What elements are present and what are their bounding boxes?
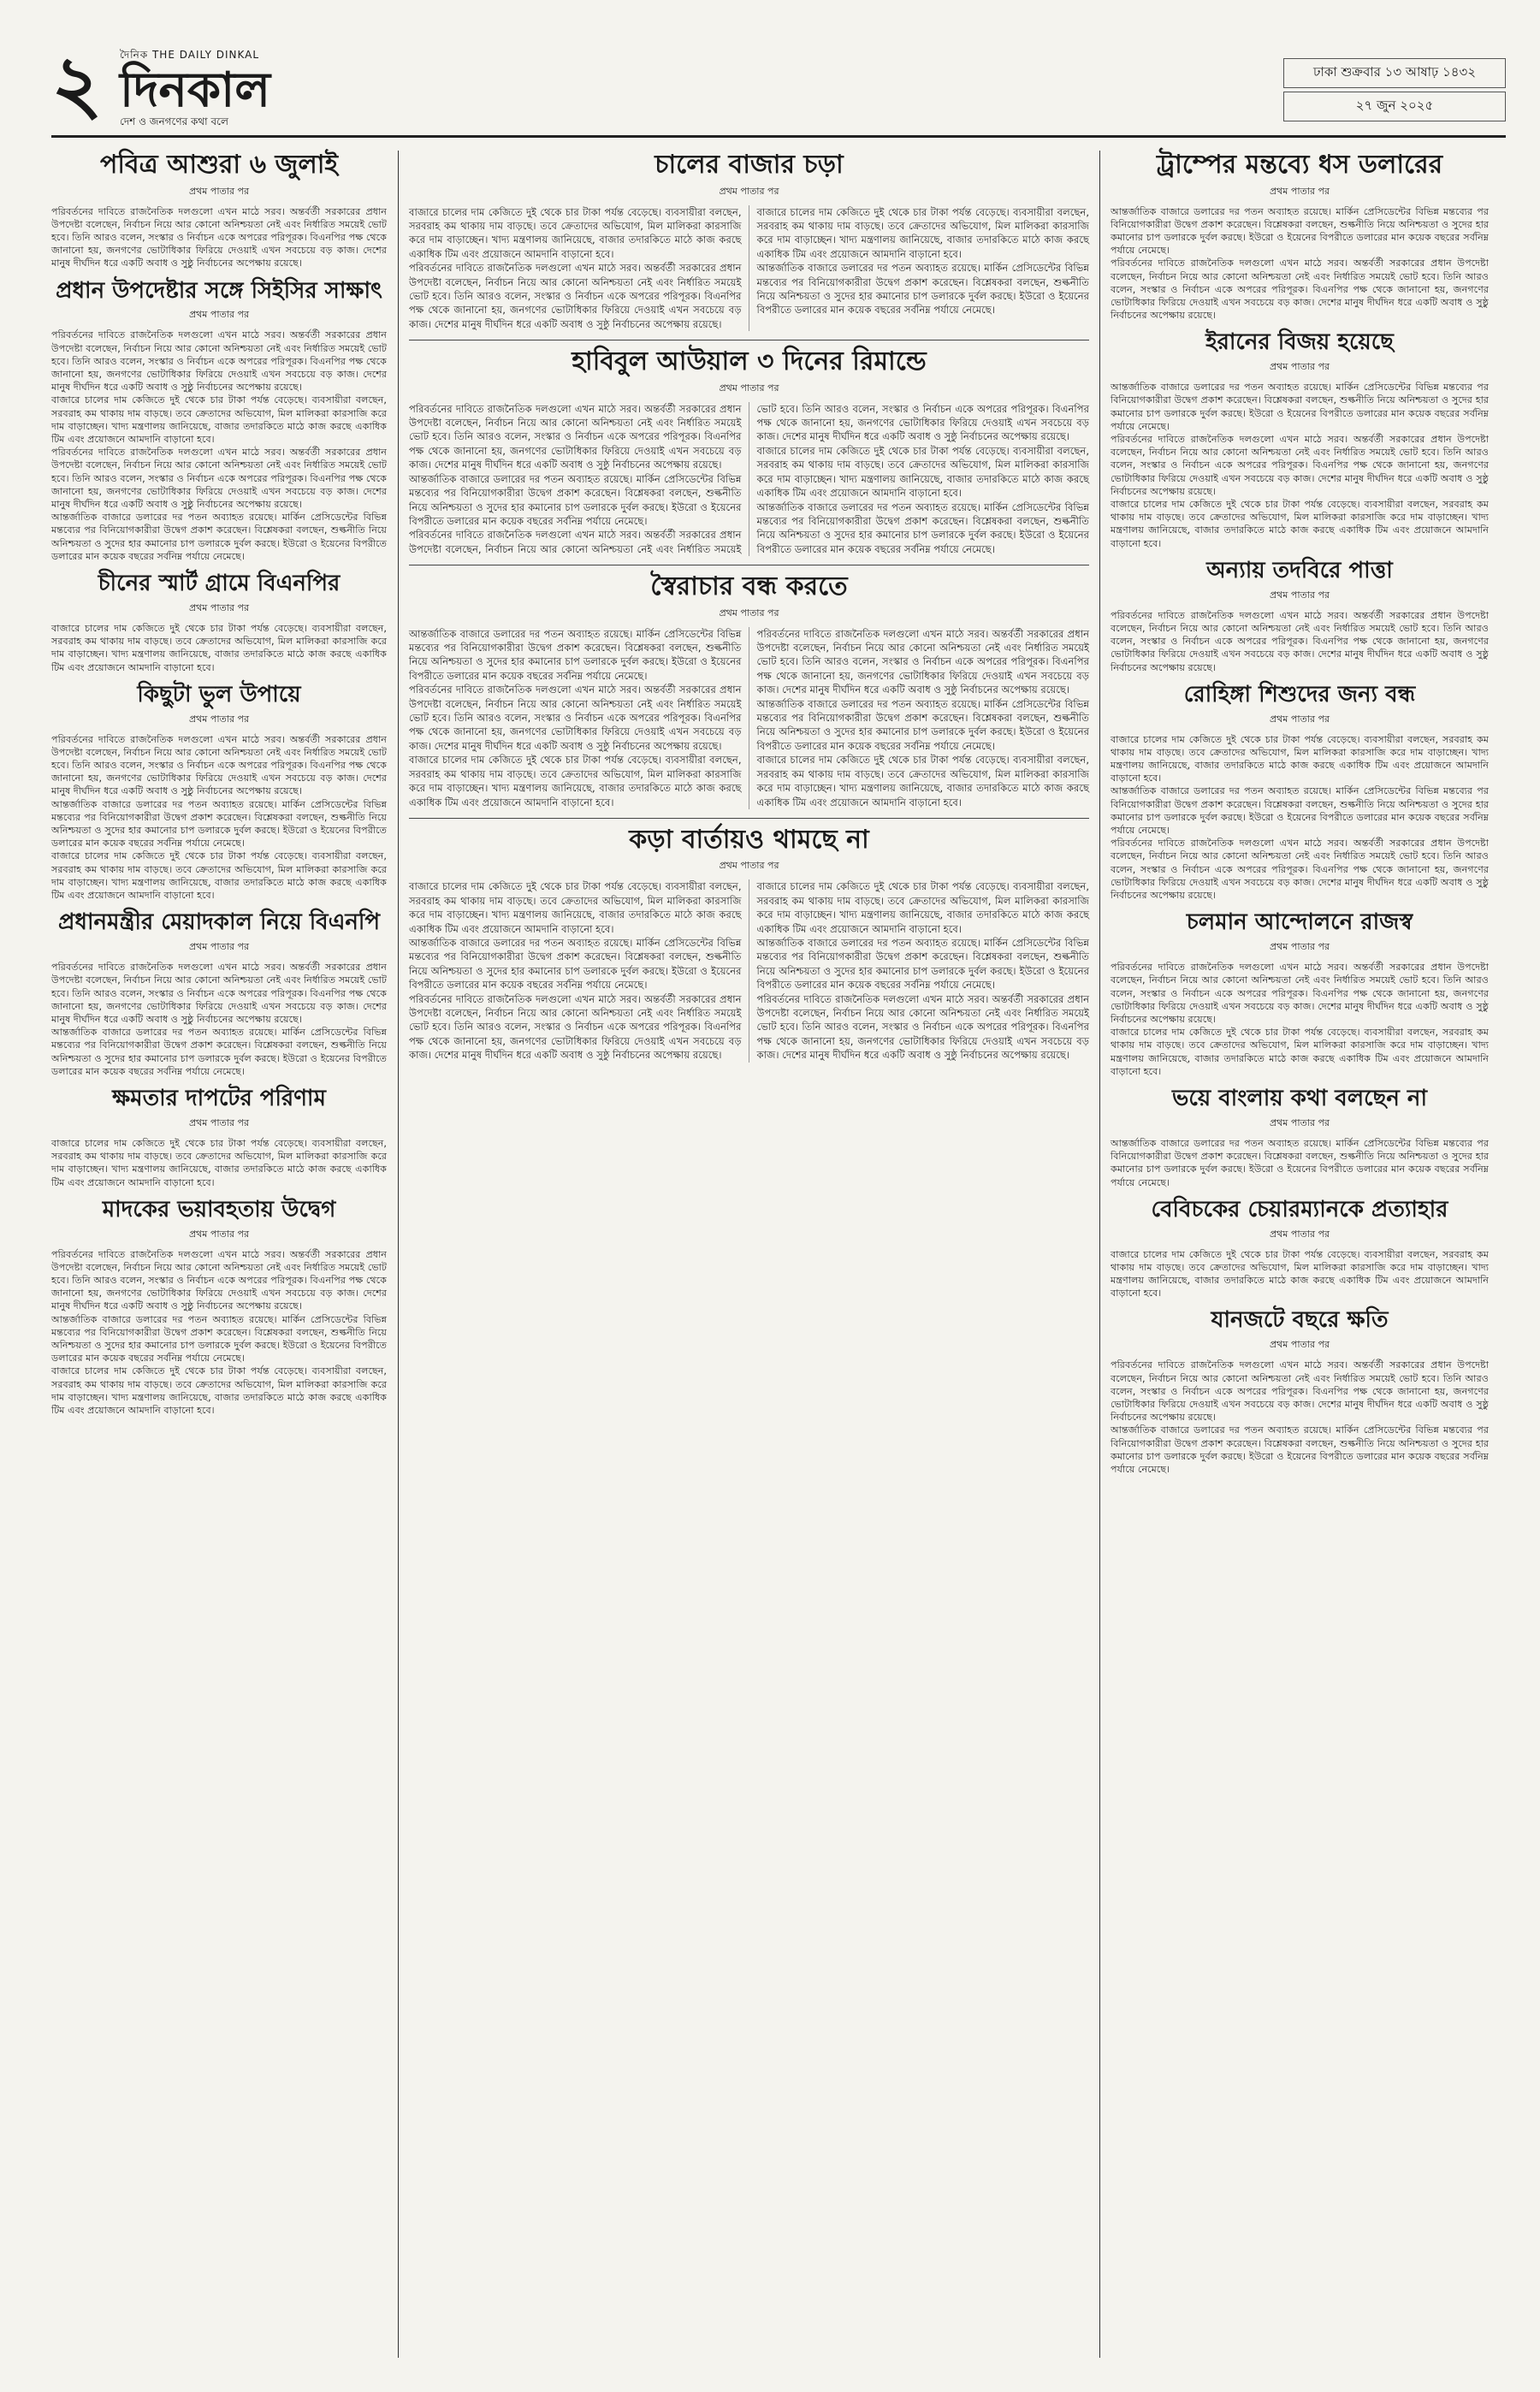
headline: চালের বাজার চড়া bbox=[654, 150, 844, 180]
article bbox=[51, 683, 387, 903]
article-body: পরিবর্তনের দাবিতে রাজনৈতিক দলগুলো এখন মাঠে সরব। অন্তর্বর্তী সরকারের প্রধান উপদেষ্টা বলেছেন, নির্বাচন নিয়ে আর কোনো অনিশ্চয়তা নেই এবং নির্ধারিত সময়েই ভোট হবে। তিনি আরও বলেন, সংস্কার ও নির্বাচন একে অপরের পরিপূরক। বিএনপির পক্ষ থেকে জানানো হয়, জনগণের ভোটাধিকার ফিরিয়ে দেওয়াই এখন সবচেয়ে বড় কাজ। দেশের মানুষ দীর্ঘদিন ধরে একটি অবাধ ও সুষ্ঠু নির্বাচনের অপেক্ষায় রয়েছে। bbox=[1111, 609, 1489, 673]
headline: কিছুটা ভুল উপায়ে bbox=[137, 681, 301, 708]
article-body: বাজারে চালের দাম কেজিতে দুই থেকে চার টাকা পর্যন্ত বেড়েছে। ব্যবসায়ীরা বলছেন, সরবরাহ কম থাকায় দাম বাড়ছে। তবে ক্রেতাদের অভিযোগ, মিল মালিকরা কারসাজি করে দাম বাড়াচ্ছেন। খাদ্য মন্ত্রণালয় জানিয়েছে, বাজার তদারকিতে মাঠে কাজ করছে একাধিক টিম এবং প্রয়োজনে আমদানি বাড়ানো হবে। bbox=[51, 1365, 387, 1417]
article-body: আন্তর্জাতিক বাজারে ডলারের দর পতন অব্যাহত রয়েছে। মার্কিন প্রেসিডেন্টের বিভিন্ন মন্তব্যের পর বিনিয়োগকারীরা উদ্বেগ প্রকাশ করেছেন। বিশ্লেষকরা বলছেন, শুল্কনীতি নিয়ে অনিশ্চয়তা ও সুদের হার কমানোর চাপ ডলারকে দুর্বল করছে। ইউরো ও ইয়েনের বিপরীতে ডলারের মান কয়েক বছরের সর্বনিম্ন পর্যায়ে নেমেছে। bbox=[51, 1027, 387, 1077]
article-body: বাজারে চালের দাম কেজিতে দুই থেকে চার টাকা পর্যন্ত বেড়েছে। ব্যবসায়ীরা বলছেন, সরবরাহ কম থাকায় দাম বাড়ছে। তবে ক্রেতাদের অভিযোগ, মিল মালিকরা কারসাজি করে দাম বাড়াচ্ছেন। খাদ্য মন্ত্রণালয় জানিয়েছে, বাজার তদারকিতে মাঠে কাজ করছে একাধিক টিম এবং প্রয়োজনে আমদানি বাড়ানো হবে। bbox=[756, 754, 1089, 808]
headline: প্রধানমন্ত্রীর মেয়াদকাল নিয়ে বিএনপি bbox=[57, 909, 381, 936]
tagline: দেশ ও জনগণের কথা বলে bbox=[120, 115, 228, 127]
jump-line: প্রথম পাতার পর bbox=[1269, 713, 1330, 725]
article bbox=[409, 572, 1089, 809]
article-body: আন্তর্জাতিক বাজারে ডলারের দর পতন অব্যাহত রয়েছে। মার্কিন প্রেসিডেন্টের বিভিন্ন মন্তব্যের পর বিনিয়োগকারীরা উদ্বেগ প্রকাশ করেছেন। বিশ্লেষকরা বলছেন, শুল্কনীতি নিয়ে অনিশ্চয়তা ও সুদের হার কমানোর চাপ ডলারকে দুর্বল করছে। ইউরো ও ইয়েনের বিপরীতে ডলারের মান কয়েক বছরের সর্বনিম্ন পর্যায়ে নেমেছে। bbox=[409, 472, 742, 527]
article-body: পরিবর্তনের দাবিতে রাজনৈতিক দলগুলো এখন মাঠে সরব। অন্তর্বর্তী সরকারের প্রধান উপদেষ্টা বলেছেন, নির্বাচন নিয়ে আর কোনো অনিশ্চয়তা নেই এবং নির্ধারিত সময়েই ভোট হবে। তিনি আরও বলেন, সংস্কার ও নির্বাচন একে অপরের পরিপূরক। বিএনপির পক্ষ থেকে জানানো হয়, জনগণের ভোটাধিকার ফিরিয়ে দেওয়াই এখন সবচেয়ে বড় কাজ। দেশের মানুষ দীর্ঘদিন ধরে একটি অবাধ ও সুষ্ঠু নির্বাচনের অপেক্ষায় রয়েছে। bbox=[1111, 838, 1489, 902]
article bbox=[1111, 151, 1489, 322]
headline: মাদকের ভয়াবহতায় উদ্বেগ bbox=[102, 1196, 336, 1223]
article-body: বাজারে চালের দাম কেজিতে দুই থেকে চার টাকা পর্যন্ত বেড়েছে। ব্যবসায়ীরা বলছেন, সরবরাহ কম থাকায় দাম বাড়ছে। তবে ক্রেতাদের অভিযোগ, মিল মালিকরা কারসাজি করে দাম বাড়াচ্ছেন। খাদ্য মন্ত্রণালয় জানিয়েছে, বাজার তদারকিতে মাঠে কাজ করছে একাধিক টিম এবং প্রয়োজনে আমদানি বাড়ানো হবে। bbox=[409, 754, 742, 808]
article-body: পরিবর্তনের দাবিতে রাজনৈতিক দলগুলো এখন মাঠে সরব। অন্তর্বর্তী সরকারের প্রধান উপদেষ্টা বলেছেন, নির্বাচন নিয়ে আর কোনো অনিশ্চয়তা নেই এবং নির্ধারিত সময়েই ভোট হবে। তিনি আরও বলেন, সংস্কার ও নির্বাচন একে অপরের পরিপূরক। বিএনপির পক্ষ থেকে জানানো হয়, জনগণের ভোটাধিকার ফিরিয়ে দেওয়াই এখন সবচেয়ে বড় কাজ। দেশের মানুষ দীর্ঘদিন ধরে একটি অবাধ ও সুষ্ঠু নির্বাচনের অপেক্ষায় রয়েছে। bbox=[756, 992, 1089, 1062]
jump-line: প্রথম পাতার পর bbox=[719, 860, 779, 872]
headline: ইরানের বিজয় হয়েছে bbox=[1205, 329, 1394, 356]
newspaper-logo: দিনকাল bbox=[120, 62, 271, 118]
article bbox=[51, 1198, 387, 1418]
article-body: আন্তর্জাতিক বাজারে ডলারের দর পতন অব্যাহত রয়েছে। মার্কিন প্রেসিডেন্টের বিভিন্ন মন্তব্যের পর বিনিয়োগকারীরা উদ্বেগ প্রকাশ করেছেন। বিশ্লেষকরা বলছেন, শুল্কনীতি নিয়ে অনিশ্চয়তা ও সুদের হার কমানোর চাপ ডলারকে দুর্বল করছে। ইউরো ও ইয়েনের বিপরীতে ডলারের মান কয়েক বছরের সর্বনিম্ন পর্যায়ে নেমেছে। bbox=[756, 937, 1089, 992]
left-column bbox=[51, 151, 387, 1425]
article bbox=[51, 279, 387, 564]
article-body: পরিবর্তনের দাবিতে রাজনৈতিক দলগুলো এখন মাঠে সরব। অন্তর্বর্তী সরকারের প্রধান উপদেষ্টা বলেছেন, নির্বাচন নিয়ে আর কোনো অনিশ্চয়তা নেই এবং নির্ধারিত সময়েই ভোট হবে। তিনি আরও বলেন, সংস্কার ও নির্বাচন একে অপরের পরিপূরক। বিএনপির পক্ষ থেকে জানানো হয়, জনগণের ভোটাধিকার ফিরিয়ে দেওয়াই এখন সবচেয়ে বড় কাজ। দেশের মানুষ দীর্ঘদিন ধরে একটি অবাধ ও সুষ্ঠু নির্বাচনের অপেক্ষায় রয়েছে। bbox=[51, 205, 387, 269]
jump-line: প্রথম পাতার পর bbox=[1269, 1116, 1330, 1128]
article-body: বাজারে চালের দাম কেজিতে দুই থেকে চার টাকা পর্যন্ত বেড়েছে। ব্যবসায়ীরা বলছেন, সরবরাহ কম থাকায় দাম বাড়ছে। তবে ক্রেতাদের অভিযোগ, মিল মালিকরা কারসাজি করে দাম বাড়াচ্ছেন। খাদ্য মন্ত্রণালয় জানিয়েছে, বাজার তদারকিতে মাঠে কাজ করছে একাধিক টিম এবং প্রয়োজনে আমদানি বাড়ানো হবে। bbox=[409, 880, 742, 935]
column-rule bbox=[1099, 151, 1100, 2358]
headline: কড়া বার্তায়ও থামছে না bbox=[629, 824, 869, 855]
jump-line: প্রথম পাতার পর bbox=[1269, 361, 1330, 373]
article-body: পরিবর্তনের দাবিতে রাজনৈতিক দলগুলো এখন মাঠে সরব। অন্তর্বর্তী সরকারের প্রধান উপদেষ্টা বলেছেন, নির্বাচন নিয়ে আর কোনো অনিশ্চয়তা নেই এবং নির্ধারিত সময়েই ভোট হবে। তিনি আরও বলেন, সংস্কার ও নির্বাচন একে অপরের পরিপূরক। বিএনপির পক্ষ থেকে জানানো হয়, জনগণের ভোটাধিকার ফিরিয়ে দেওয়াই এখন সবচেয়ে বড় কাজ। দেশের মানুষ দীর্ঘদিন ধরে একটি অবাধ ও সুষ্ঠু নির্বাচনের অপেক্ষায় রয়েছে। bbox=[1111, 1359, 1489, 1424]
page-number: ২ bbox=[51, 38, 103, 130]
article-body: আন্তর্জাতিক বাজারে ডলারের দর পতন অব্যাহত রয়েছে। মার্কিন প্রেসিডেন্টের বিভিন্ন মন্তব্যের পর বিনিয়োগকারীরা উদ্বেগ প্রকাশ করেছেন। বিশ্লেষকরা বলছেন, শুল্কনীতি নিয়ে অনিশ্চয়তা ও সুদের হার কমানোর চাপ ডলারকে দুর্বল করছে। ইউরো ও ইয়েনের বিপরীতে ডলারের মান কয়েক বছরের সর্বনিম্ন পর্যায়ে নেমেছে। bbox=[1111, 1137, 1489, 1188]
jump-line: প্রথম পাতার পর bbox=[1269, 941, 1330, 953]
article-body: পরিবর্তনের দাবিতে রাজনৈতিক দলগুলো এখন মাঠে সরব। অন্তর্বর্তী সরকারের প্রধান উপদেষ্টা বলেছেন, নির্বাচন নিয়ে আর কোনো অনিশ্চয়তা নেই এবং নির্ধারিত সময়েই ভোট হবে। তিনি আরও বলেন, সংস্কার ও নির্বাচন একে অপরের পরিপূরক। বিএনপির পক্ষ থেকে জানানো হয়, জনগণের ভোটাধিকার ফিরিয়ে দেওয়াই এখন সবচেয়ে বড় কাজ। দেশের মানুষ দীর্ঘদিন ধরে একটি অবাধ ও সুষ্ঠু নির্বাচনের অপেক্ষায় রয়েছে। bbox=[51, 447, 387, 511]
brand-small-title: দৈনিক THE DAILY DINKAL bbox=[120, 49, 260, 61]
jump-line: প্রথম পাতার পর bbox=[188, 941, 250, 953]
article bbox=[1111, 1086, 1489, 1189]
article-body: বাজারে চালের দাম কেজিতে দুই থেকে চার টাকা পর্যন্ত বেড়েছে। ব্যবসায়ীরা বলছেন, সরবরাহ কম থাকায় দাম বাড়ছে। তবে ক্রেতাদের অভিযোগ, মিল মালিকরা কারসাজি করে দাম বাড়াচ্ছেন। খাদ্য মন্ত্রণালয় জানিয়েছে, বাজার তদারকিতে মাঠে কাজ করছে একাধিক টিম এবং প্রয়োজনে আমদানি বাড়ানো হবে। bbox=[51, 850, 387, 902]
jump-line: প্রথম পাতার পর bbox=[188, 601, 250, 613]
article-body: পরিবর্তনের দাবিতে রাজনৈতিক দলগুলো এখন মাঠে সরব। অন্তর্বর্তী সরকারের প্রধান উপদেষ্টা বলেছেন, নির্বাচন নিয়ে আর কোনো অনিশ্চয়তা নেই এবং নির্ধারিত সময়েই ভোট হবে। তিনি আরও বলেন, সংস্কার ও নির্বাচন একে অপরের পরিপূরক। বিএনপির পক্ষ থেকে জানানো হয়, জনগণের ভোটাধিকার ফিরিয়ে দেওয়াই এখন সবচেয়ে বড় কাজ। দেশের মানুষ দীর্ঘদিন ধরে একটি অবাধ ও সুষ্ঠু নির্বাচনের অপেক্ষায় রয়েছে। bbox=[409, 684, 742, 752]
article-body: আন্তর্জাতিক বাজারে ডলারের দর পতন অব্যাহত রয়েছে। মার্কিন প্রেসিডেন্টের বিভিন্ন মন্তব্যের পর বিনিয়োগকারীরা উদ্বেগ প্রকাশ করেছেন। বিশ্লেষকরা বলছেন, শুল্কনীতি নিয়ে অনিশ্চয়তা ও সুদের হার কমানোর চাপ ডলারকে দুর্বল করছে। ইউরো ও ইয়েনের বিপরীতে ডলারের মান কয়েক বছরের সর্বনিম্ন পর্যায়ে নেমেছে। bbox=[1111, 785, 1489, 837]
article-body: বাজারে চালের দাম কেজিতে দুই থেকে চার টাকা পর্যন্ত বেড়েছে। ব্যবসায়ীরা বলছেন, সরবরাহ কম থাকায় দাম বাড়ছে। তবে ক্রেতাদের অভিযোগ, মিল মালিকরা কারসাজি করে দাম বাড়াচ্ছেন। খাদ্য মন্ত্রণালয় জানিয়েছে, বাজার তদারকিতে মাঠে কাজ করছে একাধিক টিম এবং প্রয়োজনে আমদানি বাড়ানো হবে। bbox=[409, 205, 742, 260]
article-body: আন্তর্জাতিক বাজারে ডলারের দর পতন অব্যাহত রয়েছে। মার্কিন প্রেসিডেন্টের বিভিন্ন মন্তব্যের পর বিনিয়োগকারীরা উদ্বেগ প্রকাশ করেছেন। বিশ্লেষকরা বলছেন, শুল্কনীতি নিয়ে অনিশ্চয়তা ও সুদের হার কমানোর চাপ ডলারকে দুর্বল করছে। ইউরো ও ইয়েনের বিপরীতে ডলারের মান কয়েক বছরের সর্বনিম্ন পর্যায়ে নেমেছে। bbox=[409, 627, 742, 682]
article-body: বাজারে চালের দাম কেজিতে দুই থেকে চার টাকা পর্যন্ত বেড়েছে। ব্যবসায়ীরা বলছেন, সরবরাহ কম থাকায় দাম বাড়ছে। তবে ক্রেতাদের অভিযোগ, মিল মালিকরা কারসাজি করে দাম বাড়াচ্ছেন। খাদ্য মন্ত্রণালয় জানিয়েছে, বাজার তদারকিতে মাঠে কাজ করছে একাধিক টিম এবং প্রয়োজনে আমদানি বাড়ানো হবে। bbox=[756, 205, 1089, 260]
article-body: আন্তর্জাতিক বাজারে ডলারের দর পতন অব্যাহত রয়েছে। মার্কিন প্রেসিডেন্টের বিভিন্ন মন্তব্যের পর বিনিয়োগকারীরা উদ্বেগ প্রকাশ করেছেন। বিশ্লেষকরা বলছেন, শুল্কনীতি নিয়ে অনিশ্চয়তা ও সুদের হার কমানোর চাপ ডলারকে দুর্বল করছে। ইউরো ও ইয়েনের বিপরীতে ডলারের মান কয়েক বছরের সর্বনিম্ন পর্যায়ে নেমেছে। bbox=[51, 512, 387, 562]
article-body: বাজারে চালের দাম কেজিতে দুই থেকে চার টাকা পর্যন্ত বেড়েছে। ব্যবসায়ীরা বলছেন, সরবরাহ কম থাকায় দাম বাড়ছে। তবে ক্রেতাদের অভিযোগ, মিল মালিকরা কারসাজি করে দাম বাড়াচ্ছেন। খাদ্য মন্ত্রণালয় জানিয়েছে, বাজার তদারকিতে মাঠে কাজ করছে একাধিক টিম এবং প্রয়োজনে আমদানি বাড়ানো হবে। bbox=[51, 622, 387, 673]
headline: চলমান আন্দোলনে রাজস্ব bbox=[1186, 909, 1413, 936]
article bbox=[1111, 559, 1489, 674]
article-body: পরিবর্তনের দাবিতে রাজনৈতিক দলগুলো এখন মাঠে সরব। অন্তর্বর্তী সরকারের প্রধান উপদেষ্টা বলেছেন, নির্বাচন নিয়ে আর কোনো অনিশ্চয়তা নেই এবং নির্ধারিত সময়েই ভোট হবে। তিনি আরও বলেন, সংস্কার ও নির্বাচন একে অপরের পরিপূরক। বিএনপির পক্ষ থেকে জানানো হয়, জনগণের ভোটাধিকার ফিরিয়ে দেওয়াই এখন সবচেয়ে বড় কাজ। দেশের মানুষ দীর্ঘদিন ধরে একটি অবাধ ও সুষ্ঠু নির্বাচনের অপেক্ষায় রয়েছে। bbox=[409, 402, 742, 471]
column-rule bbox=[398, 151, 399, 2358]
jump-line: প্রথম পাতার পর bbox=[1269, 185, 1330, 197]
headline: প্রধান উপদেষ্টার সঙ্গে সিইসির সাক্ষাৎ bbox=[56, 277, 382, 304]
headline: রোহিঙ্গা শিশুদের জন্য বন্ধ bbox=[1183, 681, 1416, 708]
article-columns bbox=[409, 402, 1089, 556]
jump-line: প্রথম পাতার পর bbox=[1269, 589, 1330, 601]
article-body: পরিবর্তনের দাবিতে রাজনৈতিক দলগুলো এখন মাঠে সরব। অন্তর্বর্তী সরকারের প্রধান উপদেষ্টা বলেছেন, নির্বাচন নিয়ে আর কোনো অনিশ্চয়তা নেই এবং নির্ধারিত সময়েই ভোট হবে। তিনি আরও বলেন, সংস্কার ও নির্বাচন একে অপরের পরিপূরক। বিএনপির পক্ষ থেকে জানানো হয়, জনগণের ভোটাধিকার ফিরিয়ে দেওয়াই এখন সবচেয়ে বড় কাজ। দেশের মানুষ দীর্ঘদিন ধরে একটি অবাধ ও সুষ্ঠু নির্বাচনের অপেক্ষায় রয়েছে। bbox=[51, 329, 387, 394]
article-body: পরিবর্তনের দাবিতে রাজনৈতিক দলগুলো এখন মাঠে সরব। অন্তর্বর্তী সরকারের প্রধান উপদেষ্টা বলেছেন, নির্বাচন নিয়ে আর কোনো অনিশ্চয়তা নেই এবং নির্ধারিত সময়েই ভোট হবে। তিনি আরও বলেন, সংস্কার ও নির্বাচন একে অপরের পরিপূরক। বিএনপির পক্ষ থেকে জানানো হয়, জনগণের ভোটাধিকার ফিরিয়ে দেওয়াই এখন সবচেয়ে বড় কাজ। দেশের মানুষ দীর্ঘদিন ধরে একটি অবাধ ও সুষ্ঠু নির্বাচনের অপেক্ষায় রয়েছে। bbox=[51, 733, 387, 797]
article bbox=[1111, 1198, 1489, 1300]
jump-line: প্রথম পাতার পর bbox=[719, 607, 779, 619]
jump-line: প্রথম পাতার পর bbox=[188, 713, 250, 725]
jump-line: প্রথম পাতার পর bbox=[188, 185, 250, 197]
article-body: পরিবর্তনের দাবিতে রাজনৈতিক দলগুলো এখন মাঠে সরব। অন্তর্বর্তী সরকারের প্রধান উপদেষ্টা বলেছেন, নির্বাচন নিয়ে আর কোনো অনিশ্চয়তা নেই এবং নির্ধারিত সময়েই ভোট হবে। তিনি আরও বলেন, সংস্কার ও নির্বাচন একে অপরের পরিপূরক। বিএনপির পক্ষ থেকে জানানো হয়, জনগণের ভোটাধিকার ফিরিয়ে দেওয়াই এখন সবচেয়ে বড় কাজ। দেশের মানুষ দীর্ঘদিন ধরে একটি অবাধ ও সুষ্ঠু নির্বাচনের অপেক্ষায় রয়েছে। bbox=[756, 627, 1089, 696]
jump-line: প্রথম পাতার পর bbox=[1269, 1339, 1330, 1351]
brand-block bbox=[120, 48, 270, 132]
article bbox=[1111, 330, 1489, 550]
article-body: বাজারে চালের দাম কেজিতে দুই থেকে চার টাকা পর্যন্ত বেড়েছে। ব্যবসায়ীরা বলছেন, সরবরাহ কম থাকায় দাম বাড়ছে। তবে ক্রেতাদের অভিযোগ, মিল মালিকরা কারসাজি করে দাম বাড়াচ্ছেন। খাদ্য মন্ত্রণালয় জানিয়েছে, বাজার তদারকিতে মাঠে কাজ করছে একাধিক টিম এবং প্রয়োজনে আমদানি বাড়ানো হবে। bbox=[51, 1137, 387, 1188]
article bbox=[51, 910, 387, 1078]
article-body: আন্তর্জাতিক বাজারে ডলারের দর পতন অব্যাহত রয়েছে। মার্কিন প্রেসিডেন্টের বিভিন্ন মন্তব্যের পর বিনিয়োগকারীরা উদ্বেগ প্রকাশ করেছেন। বিশ্লেষকরা বলছেন, শুল্কনীতি নিয়ে অনিশ্চয়তা ও সুদের হার কমানোর চাপ ডলারকে দুর্বল করছে। ইউরো ও ইয়েনের বিপরীতে ডলারের মান কয়েক বছরের সর্বনিম্ন পর্যায়ে নেমেছে। bbox=[756, 500, 1089, 555]
article bbox=[1111, 1308, 1489, 1476]
jump-line: প্রথম পাতার পর bbox=[188, 1228, 250, 1240]
article-body: আন্তর্জাতিক বাজারে ডলারের দর পতন অব্যাহত রয়েছে। মার্কিন প্রেসিডেন্টের বিভিন্ন মন্তব্যের পর বিনিয়োগকারীরা উদ্বেগ প্রকাশ করেছেন। বিশ্লেষকরা বলছেন, শুল্কনীতি নিয়ে অনিশ্চয়তা ও সুদের হার কমানোর চাপ ডলারকে দুর্বল করছে। ইউরো ও ইয়েনের বিপরীতে ডলারের মান কয়েক বছরের সর্বনিম্ন পর্যায়ে নেমেছে। bbox=[756, 262, 1089, 317]
headline: যানজটে বছরে ক্ষতি bbox=[1211, 1307, 1389, 1334]
section-divider bbox=[409, 818, 1089, 819]
article bbox=[51, 151, 387, 270]
article-body: আন্তর্জাতিক বাজারে ডলারের দর পতন অব্যাহত রয়েছে। মার্কিন প্রেসিডেন্টের বিভিন্ন মন্তব্যের পর বিনিয়োগকারীরা উদ্বেগ প্রকাশ করেছেন। বিশ্লেষকরা বলছেন, শুল্কনীতি নিয়ে অনিশ্চয়তা ও সুদের হার কমানোর চাপ ডলারকে দুর্বল করছে। ইউরো ও ইয়েনের বিপরীতে ডলারের মান কয়েক বছরের সর্বনিম্ন পর্যায়ে নেমেছে। bbox=[756, 697, 1089, 752]
headline: ক্ষমতার দাপটের পরিণাম bbox=[112, 1086, 326, 1112]
article-columns bbox=[409, 879, 1089, 1062]
article-body: আন্তর্জাতিক বাজারে ডলারের দর পতন অব্যাহত রয়েছে। মার্কিন প্রেসিডেন্টের বিভিন্ন মন্তব্যের পর বিনিয়োগকারীরা উদ্বেগ প্রকাশ করেছেন। বিশ্লেষকরা বলছেন, শুল্কনীতি নিয়ে অনিশ্চয়তা ও সুদের হার কমানোর চাপ ডলারকে দুর্বল করছে। ইউরো ও ইয়েনের বিপরীতে ডলারের মান কয়েক বছরের সর্বনিম্ন পর্যায়ে নেমেছে। bbox=[1111, 205, 1489, 257]
article-body: পরিবর্তনের দাবিতে রাজনৈতিক দলগুলো এখন মাঠে সরব। অন্তর্বর্তী সরকারের প্রধান উপদেষ্টা বলেছেন, নির্বাচন নিয়ে আর কোনো অনিশ্চয়তা নেই এবং নির্ধারিত সময়েই ভোট হবে। তিনি আরও বলেন, সংস্কার ও নির্বাচন একে অপরের পরিপূরক। বিএনপির পক্ষ থেকে জানানো হয়, জনগণের ভোটাধিকার ফিরিয়ে দেওয়াই এখন সবচেয়ে বড় কাজ। দেশের মানুষ দীর্ঘদিন ধরে একটি অবাধ ও সুষ্ঠু নির্বাচনের অপেক্ষায় রয়েছে। bbox=[1111, 434, 1489, 497]
article-body: পরিবর্তনের দাবিতে রাজনৈতিক দলগুলো এখন মাঠে সরব। অন্তর্বর্তী সরকারের প্রধান উপদেষ্টা বলেছেন, নির্বাচন নিয়ে আর কোনো অনিশ্চয়তা নেই এবং নির্ধারিত সময়েই ভোট হবে। তিনি আরও বলেন, সংস্কার ও নির্বাচন একে অপরের পরিপূরক। বিএনপির পক্ষ থেকে জানানো হয়, জনগণের ভোটাধিকার ফিরিয়ে দেওয়াই এখন সবচেয়ে বড় কাজ। দেশের মানুষ দীর্ঘদিন ধরে একটি অবাধ ও সুষ্ঠু নির্বাচনের অপেক্ষায় রয়েছে। bbox=[409, 992, 742, 1062]
article-body: বাজারে চালের দাম কেজিতে দুই থেকে চার টাকা পর্যন্ত বেড়েছে। ব্যবসায়ীরা বলছেন, সরবরাহ কম থাকায় দাম বাড়ছে। তবে ক্রেতাদের অভিযোগ, মিল মালিকরা কারসাজি করে দাম বাড়াচ্ছেন। খাদ্য মন্ত্রণালয় জানিয়েছে, বাজার তদারকিতে মাঠে কাজ করছে একাধিক টিম এবং প্রয়োজনে আমদানি বাড়ানো হবে। bbox=[1111, 1248, 1489, 1300]
headline: চীনের স্মার্ট গ্রামে বিএনপির bbox=[98, 571, 341, 597]
center-column bbox=[409, 151, 1089, 1071]
headline: ট্রাম্পের মন্তব্যে ধস ডলারের bbox=[1156, 150, 1443, 180]
jump-line: প্রথম পাতার পর bbox=[188, 1116, 250, 1128]
article-body: বাজারে চালের দাম কেজিতে দুই থেকে চার টাকা পর্যন্ত বেড়েছে। ব্যবসায়ীরা বলছেন, সরবরাহ কম থাকায় দাম বাড়ছে। তবে ক্রেতাদের অভিযোগ, মিল মালিকরা কারসাজি করে দাম বাড়াচ্ছেন। খাদ্য মন্ত্রণালয় জানিয়েছে, বাজার তদারকিতে মাঠে কাজ করছে একাধিক টিম এবং প্রয়োজনে আমদানি বাড়ানো হবে। bbox=[51, 394, 387, 446]
date-english: ২৭ জুন ২০২৫ bbox=[1283, 92, 1506, 121]
article-columns bbox=[409, 205, 1089, 332]
headline: হাবিবুল আউয়াল ৩ দিনের রিমান্ডে bbox=[572, 346, 927, 377]
jump-line: প্রথম পাতার পর bbox=[719, 382, 779, 394]
headline: অন্যায় তদবিরে পাত্তা bbox=[1206, 557, 1393, 583]
article-body: বাজারে চালের দাম কেজিতে দুই থেকে চার টাকা পর্যন্ত বেড়েছে। ব্যবসায়ীরা বলছেন, সরবরাহ কম থাকায় দাম বাড়ছে। তবে ক্রেতাদের অভিযোগ, মিল মালিকরা কারসাজি করে দাম বাড়াচ্ছেন। খাদ্য মন্ত্রণালয় জানিয়েছে, বাজার তদারকিতে মাঠে কাজ করছে একাধিক টিম এবং প্রয়োজনে আমদানি বাড়ানো হবে। bbox=[1111, 1027, 1489, 1077]
article-body: বাজারে চালের দাম কেজিতে দুই থেকে চার টাকা পর্যন্ত বেড়েছে। ব্যবসায়ীরা বলছেন, সরবরাহ কম থাকায় দাম বাড়ছে। তবে ক্রেতাদের অভিযোগ, মিল মালিকরা কারসাজি করে দাম বাড়াচ্ছেন। খাদ্য মন্ত্রণালয় জানিয়েছে, বাজার তদারকিতে মাঠে কাজ করছে একাধিক টিম এবং প্রয়োজনে আমদানি বাড়ানো হবে। bbox=[1111, 499, 1489, 549]
article bbox=[409, 826, 1089, 1063]
article-body: পরিবর্তনের দাবিতে রাজনৈতিক দলগুলো এখন মাঠে সরব। অন্তর্বর্তী সরকারের প্রধান উপদেষ্টা বলেছেন, নির্বাচন নিয়ে আর কোনো অনিশ্চয়তা নেই এবং নির্ধারিত সময়েই ভোট হবে। তিনি আরও বলেন, সংস্কার ও নির্বাচন একে অপরের পরিপূরক। বিএনপির পক্ষ থেকে জানানো হয়, জনগণের ভোটাধিকার ফিরিয়ে দেওয়াই এখন সবচেয়ে বড় কাজ। দেশের মানুষ দীর্ঘদিন ধরে একটি অবাধ ও সুষ্ঠু নির্বাচনের অপেক্ষায় রয়েছে। bbox=[409, 262, 742, 330]
article bbox=[409, 347, 1089, 556]
article-body: আন্তর্জাতিক বাজারে ডলারের দর পতন অব্যাহত রয়েছে। মার্কিন প্রেসিডেন্টের বিভিন্ন মন্তব্যের পর বিনিয়োগকারীরা উদ্বেগ প্রকাশ করেছেন। বিশ্লেষকরা বলছেন, শুল্কনীতি নিয়ে অনিশ্চয়তা ও সুদের হার কমানোর চাপ ডলারকে দুর্বল করছে। ইউরো ও ইয়েনের বিপরীতে ডলারের মান কয়েক বছরের সর্বনিম্ন পর্যায়ে নেমেছে। bbox=[409, 937, 742, 992]
article-columns bbox=[409, 627, 1089, 809]
headline: পবিত্র আশুরা ৬ জুলাই bbox=[99, 150, 339, 180]
article-body: বাজারে চালের দাম কেজিতে দুই থেকে চার টাকা পর্যন্ত বেড়েছে। ব্যবসায়ীরা বলছেন, সরবরাহ কম থাকায় দাম বাড়ছে। তবে ক্রেতাদের অভিযোগ, মিল মালিকরা কারসাজি করে দাম বাড়াচ্ছেন। খাদ্য মন্ত্রণালয় জানিয়েছে, বাজার তদারকিতে মাঠে কাজ করছে একাধিক টিম এবং প্রয়োজনে আমদানি বাড়ানো হবে। bbox=[1111, 733, 1489, 785]
article bbox=[1111, 910, 1489, 1078]
article-body: পরিবর্তনের দাবিতে রাজনৈতিক দলগুলো এখন মাঠে সরব। অন্তর্বর্তী সরকারের প্রধান উপদেষ্টা বলেছেন, নির্বাচন নিয়ে আর কোনো অনিশ্চয়তা নেই এবং নির্ধারিত সময়েই ভোট হবে। তিনি আরও বলেন, সংস্কার ও নির্বাচন একে অপরের পরিপূরক। বিএনপির পক্ষ থেকে জানানো হয়, জনগণের ভোটাধিকার ফিরিয়ে দেওয়াই এখন সবচেয়ে বড় কাজ। দেশের মানুষ দীর্ঘদিন ধরে একটি অবাধ ও সুষ্ঠু নির্বাচনের অপেক্ষায় রয়েছে। bbox=[1111, 258, 1489, 322]
masthead bbox=[51, 38, 1506, 138]
jump-line: প্রথম পাতার পর bbox=[719, 185, 779, 197]
article-body: পরিবর্তনের দাবিতে রাজনৈতিক দলগুলো এখন মাঠে সরব। অন্তর্বর্তী সরকারের প্রধান উপদেষ্টা বলেছেন, নির্বাচন নিয়ে আর কোনো অনিশ্চয়তা নেই এবং নির্ধারিত সময়েই ভোট হবে। তিনি আরও বলেন, সংস্কার ও নির্বাচন একে অপরের পরিপূরক। বিএনপির পক্ষ থেকে জানানো হয়, জনগণের ভোটাধিকার ফিরিয়ে দেওয়াই এখন সবচেয়ে বড় কাজ। দেশের মানুষ দীর্ঘদিন ধরে একটি অবাধ ও সুষ্ঠু নির্বাচনের অপেক্ষায় রয়েছে। bbox=[51, 962, 387, 1025]
headline: স্বৈরাচার বন্ধ করতে bbox=[650, 571, 848, 602]
article-body: পরিবর্তনের দাবিতে রাজনৈতিক দলগুলো এখন মাঠে সরব। অন্তর্বর্তী সরকারের প্রধান উপদেষ্টা বলেছেন, নির্বাচন নিয়ে আর কোনো অনিশ্চয়তা নেই এবং নির্ধারিত সময়েই ভোট হবে। তিনি আরও বলেন, সংস্কার ও নির্বাচন একে অপরের পরিপূরক। বিএনপির পক্ষ থেকে জানানো হয়, জনগণের ভোটাধিকার ফিরিয়ে দেওয়াই এখন সবচেয়ে বড় কাজ। দেশের মানুষ দীর্ঘদিন ধরে একটি অবাধ ও সুষ্ঠু নির্বাচনের অপেক্ষায় রয়েছে। bbox=[1111, 962, 1489, 1025]
right-column bbox=[1111, 151, 1489, 1484]
article bbox=[409, 151, 1089, 331]
article-body: পরিবর্তনের দাবিতে রাজনৈতিক দলগুলো এখন মাঠে সরব। অন্তর্বর্তী সরকারের প্রধান উপদেষ্টা বলেছেন, নির্বাচন নিয়ে আর কোনো অনিশ্চয়তা নেই এবং নির্ধারিত সময়েই ভোট হবে। তিনি আরও বলেন, সংস্কার ও নির্বাচন একে অপরের পরিপূরক। বিএনপির পক্ষ থেকে জানানো হয়, জনগণের ভোটাধিকার ফিরিয়ে দেওয়াই এখন সবচেয়ে বড় কাজ। দেশের মানুষ দীর্ঘদিন ধরে একটি অবাধ ও সুষ্ঠু নির্বাচনের অপেক্ষায় রয়েছে। bbox=[409, 402, 1089, 555]
article-body: আন্তর্জাতিক বাজারে ডলারের দর পতন অব্যাহত রয়েছে। মার্কিন প্রেসিডেন্টের বিভিন্ন মন্তব্যের পর বিনিয়োগকারীরা উদ্বেগ প্রকাশ করেছেন। বিশ্লেষকরা বলছেন, শুল্কনীতি নিয়ে অনিশ্চয়তা ও সুদের হার কমানোর চাপ ডলারকে দুর্বল করছে। ইউরো ও ইয়েনের বিপরীতে ডলারের মান কয়েক বছরের সর্বনিম্ন পর্যায়ে নেমেছে। bbox=[51, 1313, 387, 1365]
article-body: আন্তর্জাতিক বাজারে ডলারের দর পতন অব্যাহত রয়েছে। মার্কিন প্রেসিডেন্টের বিভিন্ন মন্তব্যের পর বিনিয়োগকারীরা উদ্বেগ প্রকাশ করেছেন। বিশ্লেষকরা বলছেন, শুল্কনীতি নিয়ে অনিশ্চয়তা ও সুদের হার কমানোর চাপ ডলারকে দুর্বল করছে। ইউরো ও ইয়েনের বিপরীতে ডলারের মান কয়েক বছরের সর্বনিম্ন পর্যায়ে নেমেছে। bbox=[51, 798, 387, 850]
article-body: বাজারে চালের দাম কেজিতে দুই থেকে চার টাকা পর্যন্ত বেড়েছে। ব্যবসায়ীরা বলছেন, সরবরাহ কম থাকায় দাম বাড়ছে। তবে ক্রেতাদের অভিযোগ, মিল মালিকরা কারসাজি করে দাম বাড়াচ্ছেন। খাদ্য মন্ত্রণালয় জানিয়েছে, বাজার তদারকিতে মাঠে কাজ করছে একাধিক টিম এবং প্রয়োজনে আমদানি বাড়ানো হবে। bbox=[756, 880, 1089, 935]
article bbox=[51, 571, 387, 674]
jump-line: প্রথম পাতার পর bbox=[1269, 1228, 1330, 1240]
headline: ভয়ে বাংলায় কথা বলছেন না bbox=[1172, 1086, 1427, 1112]
headline: বেবিচকের চেয়ারম্যানকে প্রত্যাহার bbox=[1151, 1196, 1448, 1223]
jump-line: প্রথম পাতার পর bbox=[188, 309, 250, 321]
article-body: আন্তর্জাতিক বাজারে ডলারের দর পতন অব্যাহত রয়েছে। মার্কিন প্রেসিডেন্টের বিভিন্ন মন্তব্যের পর বিনিয়োগকারীরা উদ্বেগ প্রকাশ করেছেন। বিশ্লেষকরা বলছেন, শুল্কনীতি নিয়ে অনিশ্চয়তা ও সুদের হার কমানোর চাপ ডলারকে দুর্বল করছে। ইউরো ও ইয়েনের বিপরীতে ডলারের মান কয়েক বছরের সর্বনিম্ন পর্যায়ে নেমেছে। bbox=[1111, 382, 1489, 432]
article-body: আন্তর্জাতিক বাজারে ডলারের দর পতন অব্যাহত রয়েছে। মার্কিন প্রেসিডেন্টের বিভিন্ন মন্তব্যের পর বিনিয়োগকারীরা উদ্বেগ প্রকাশ করেছেন। বিশ্লেষকরা বলছেন, শুল্কনীতি নিয়ে অনিশ্চয়তা ও সুদের হার কমানোর চাপ ডলারকে দুর্বল করছে। ইউরো ও ইয়েনের বিপরীতে ডলারের মান কয়েক বছরের সর্বনিম্ন পর্যায়ে নেমেছে। bbox=[1111, 1424, 1489, 1475]
article-body: পরিবর্তনের দাবিতে রাজনৈতিক দলগুলো এখন মাঠে সরব। অন্তর্বর্তী সরকারের প্রধান উপদেষ্টা বলেছেন, নির্বাচন নিয়ে আর কোনো অনিশ্চয়তা নেই এবং নির্ধারিত সময়েই ভোট হবে। তিনি আরও বলেন, সংস্কার ও নির্বাচন একে অপরের পরিপূরক। বিএনপির পক্ষ থেকে জানানো হয়, জনগণের ভোটাধিকার ফিরিয়ে দেওয়াই এখন সবচেয়ে বড় কাজ। দেশের মানুষ দীর্ঘদিন ধরে একটি অবাধ ও সুষ্ঠু নির্বাচনের অপেক্ষায় রয়েছে। bbox=[51, 1248, 387, 1312]
article bbox=[1111, 683, 1489, 903]
date-box bbox=[1283, 58, 1506, 125]
article-body: বাজারে চালের দাম কেজিতে দুই থেকে চার টাকা পর্যন্ত বেড়েছে। ব্যবসায়ীরা বলছেন, সরবরাহ কম থাকায় দাম বাড়ছে। তবে ক্রেতাদের অভিযোগ, মিল মালিকরা কারসাজি করে দাম বাড়াচ্ছেন। খাদ্য মন্ত্রণালয় জানিয়েছে, বাজার তদারকিতে মাঠে কাজ করছে একাধিক টিম এবং প্রয়োজনে আমদানি বাড়ানো হবে। bbox=[756, 444, 1089, 500]
date-bangla: ঢাকা শুক্রবার ১৩ আষাঢ় ১৪৩২ bbox=[1283, 58, 1506, 88]
article bbox=[51, 1086, 387, 1189]
